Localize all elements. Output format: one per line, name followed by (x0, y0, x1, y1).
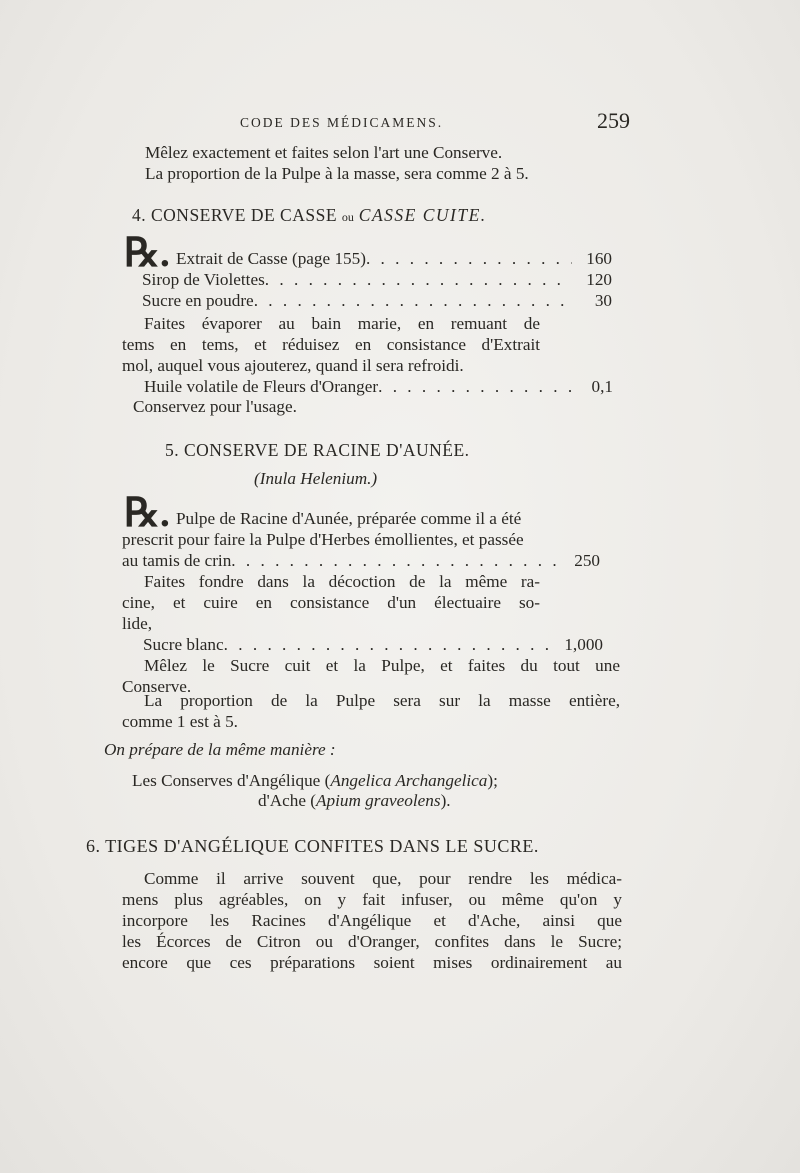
ingredient-qty: 0,1 (591, 377, 613, 396)
section-5-second-line: prescrit pour faire la Pulpe d'Herbes émollientes, et passée (122, 530, 524, 549)
section-4-heading (132, 205, 487, 226)
mix-line: Conserve. (122, 677, 192, 696)
conserves-text: Les Conserves d'Angélique ( (132, 771, 331, 790)
ingredient-name: Sirop de Violettes (142, 270, 265, 289)
instruction-line: tems en tems, et réduisez en consistance d'Extrait (122, 335, 540, 354)
latin-name: Apium graveolens (315, 791, 441, 810)
paragraph-line: les Écorces de Citron ou d'Oranger, confites dans le Sucre; (122, 932, 622, 951)
instruction-line: Faites évaporer au bain marie, en remuant de (144, 314, 540, 333)
section-5-first-line: Pulpe de Racine d'Aunée, préparée comme il a été (176, 509, 522, 528)
section-4-instructions (122, 313, 540, 376)
latin-name: Angelica Archangelica (330, 771, 488, 790)
section-5-subtitle: (Inula Helenium.) (254, 469, 378, 488)
ingredient-name: Sucre en poudre (142, 291, 254, 310)
ingredient-name: au tamis de crin (122, 551, 232, 570)
ingredient-row (144, 376, 613, 397)
section-6-heading: 6. TIGES D'ANGÉLIQUE CONFITES DANS LE SUCRE. (86, 836, 539, 856)
mix-line: Mêlez le Sucre cuit et la Pulpe, et faites du tout une (144, 656, 620, 675)
conserves-text: ). (440, 791, 451, 810)
paragraph-line: mens plus agréables, on y fait infuser, ou même qu'on y (122, 890, 622, 909)
section-4-or: ou (341, 210, 354, 224)
intro-line: Mêlez exactement et faites selon l'art une Conserve. (145, 143, 503, 162)
leader-dots (378, 376, 573, 397)
ingredient-name: Huile volatile de Fleurs d'Oranger (144, 377, 379, 396)
section-5-heading: 5. CONSERVE DE RACINE D'AUNÉE. (165, 440, 470, 460)
running-head: CODE DES MÉDICAMENS. (240, 115, 444, 130)
paragraph-line: Comme il arrive souvent que, pour rendre les médica- (144, 869, 622, 888)
section-4-ingredients (142, 248, 612, 311)
page-number: 259 (597, 108, 630, 133)
section-4-closing: Conservez pour l'usage. (133, 397, 297, 416)
ingredient-qty: 250 (574, 551, 600, 570)
leader-dots (265, 269, 572, 290)
leader-dots (224, 634, 559, 655)
recipe-symbol: ℞. (124, 230, 170, 275)
ingredient-row (142, 248, 612, 269)
intro-line: La proportion de la Pulpe à la masse, sera comme 2 à 5. (145, 164, 529, 183)
section-6-paragraph (122, 868, 622, 973)
leader-dots (231, 550, 560, 571)
instruction-line: mol, auquel vous ajouterez, quand il sera refroidi. (122, 356, 464, 375)
ingredient-qty: 30 (594, 291, 612, 310)
leader-dots (366, 248, 572, 269)
ingredient-row (143, 634, 603, 655)
proportion-line: comme 1 est à 5. (122, 712, 238, 731)
leader-dots (254, 290, 572, 311)
section-4-alt-title: CASSE CUITE. (358, 205, 487, 225)
conserves-text: d'Ache ( (258, 791, 316, 810)
section-5-sugar (143, 634, 603, 655)
ingredient-row (142, 290, 612, 311)
section-5-instructions (122, 571, 540, 634)
ingredient-row (122, 550, 600, 571)
ingredient-row (142, 269, 612, 290)
section-4-final (144, 376, 613, 397)
page-header (120, 108, 630, 136)
instruction-line: lide, (122, 614, 153, 633)
conserves-text: ); (487, 771, 498, 790)
paragraph-line: encore que ces préparations soient mises ordinairement au (122, 953, 622, 972)
section-5-proportion (122, 690, 620, 732)
paragraph-line: incorpore les Racines d'Angélique et d'Ache, ainsi que (122, 911, 622, 930)
same-manner-note: On prépare de la même manière : (104, 740, 336, 759)
ingredient-name: Sucre blanc (143, 635, 224, 654)
ingredient-qty: 120 (586, 270, 612, 289)
conserves-line-1 (132, 770, 498, 791)
ingredient-name: Extrait de Casse (page 155) (176, 249, 366, 268)
ingredient-qty: 1,000 (564, 635, 603, 654)
instruction-line: Faites fondre dans la décoction de la même ra- (144, 572, 540, 591)
section-4-title: 4. CONSERVE DE CASSE (132, 205, 338, 225)
recipe-symbol: ℞. (124, 490, 170, 535)
instruction-line: cine, et cuire en consistance d'un électuaire so- (122, 593, 540, 612)
conserves-line-2 (258, 790, 451, 811)
intro-paragraph (145, 142, 529, 184)
ingredient-qty: 160 (586, 249, 612, 268)
proportion-line: La proportion de la Pulpe sera sur la masse entière, (144, 691, 620, 710)
section-5-sieve (122, 550, 600, 571)
